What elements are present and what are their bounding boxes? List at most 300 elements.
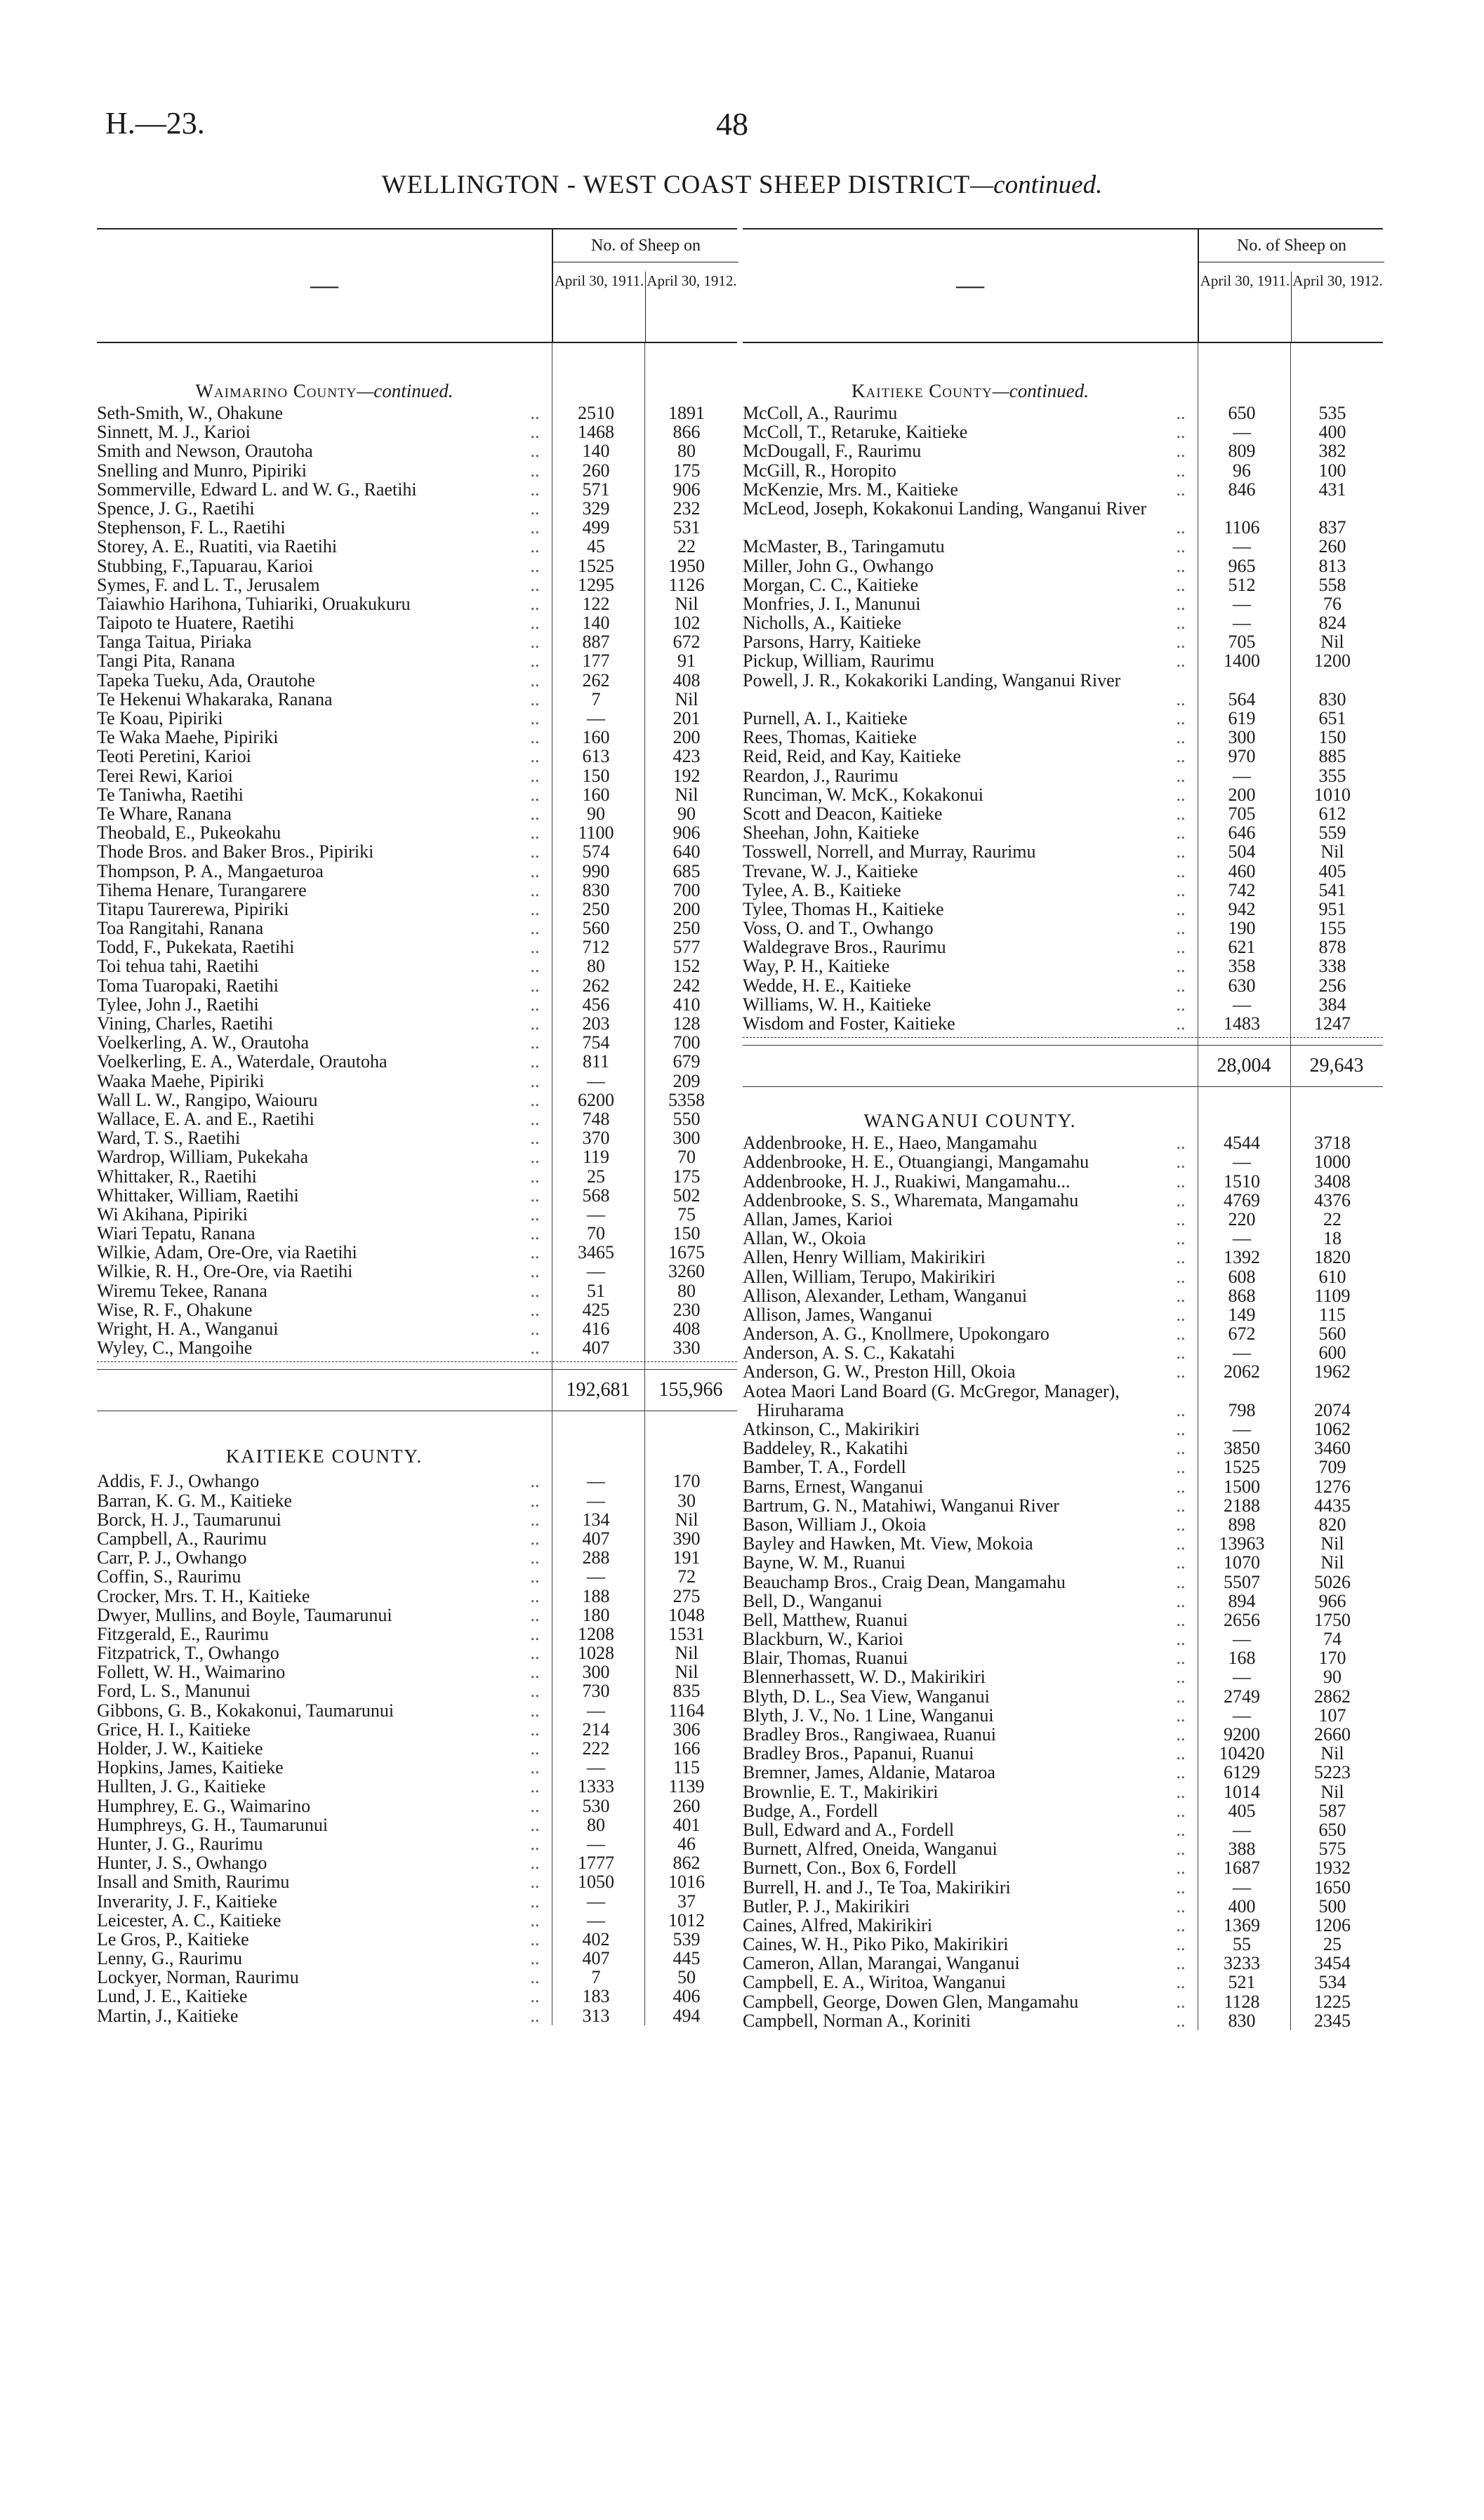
header-year-1911: April 30, 1911. [1199,272,1292,342]
table-row [97,1091,737,1109]
sheep-1912: 1225 [1314,1991,1351,2012]
sheep-1912: 966 [1318,1590,1346,1611]
sheep-1911: 288 [582,1547,610,1568]
owner-name: Wallace, E. A. and E., Raetihi [97,1109,314,1129]
section-total [743,1045,1383,1087]
sheep-1911: 160 [582,727,610,748]
owner-name: Beauchamp Bros., Craig Dean, Mangamahu [743,1572,1066,1592]
table-row [97,1815,737,1834]
leader-dots: .. [1176,975,1186,996]
table-row [743,956,1383,975]
row-list [97,404,737,1357]
sheep-1912: 22 [677,536,696,557]
sheep-1912: 155 [1318,918,1346,939]
sheep-1911: 521 [1228,1972,1256,1993]
leader-dots: .. [530,1338,540,1359]
owner-name: Monfries, J. I., Manunui [743,594,921,614]
left-column-table [97,228,737,2025]
leader-dots: .. [530,1032,540,1053]
sheep-1911: 407 [582,1338,610,1359]
owner-name: Dwyer, Mullins, and Boyle, Taumarunui [97,1605,392,1625]
owner-name: Tangi Pita, Ranana [97,651,235,671]
sheep-1911: 742 [1228,879,1256,900]
sheep-1912: 3718 [1314,1133,1351,1154]
leader-dots: .. [530,1585,540,1606]
sheep-1911: 407 [582,1948,610,1969]
sheep-1912: 837 [1318,517,1346,538]
table-row [97,1758,737,1777]
table-row [97,1262,737,1281]
sheep-1911: 45 [587,536,605,557]
table-row [97,404,737,422]
sheep-1912: 408 [673,1319,701,1339]
header-group [552,229,738,342]
table-row [743,1706,1383,1725]
leader-dots: .. [530,994,540,1015]
sheep-1912: 115 [1318,1304,1346,1325]
leader-dots: .. [530,651,540,672]
owner-name: Toa Rangitahi, Ranana [97,919,264,938]
sheep-1912: 835 [673,1681,701,1702]
sheep-1912: 209 [673,1070,701,1091]
leader-dots: .. [530,1319,540,1339]
sheep-1911: 3850 [1224,1438,1260,1459]
sheep-1911: 1100 [578,822,614,844]
table-row [97,1644,737,1662]
owner-name: Hopkins, James, Kaitieke [97,1758,284,1778]
owner-name: Tylee, John J., Raetihi [97,994,259,1014]
table-row [743,862,1383,881]
owner-name: Anderson, A. G., Knollmere, Upokongaro [743,1324,1049,1344]
owner-name: Reid, Reid, and Kay, Kaitieke [743,747,961,766]
sheep-1912: 1950 [668,555,705,576]
sheep-1912: 30 [677,1490,696,1511]
owner-name: Spence, J. G., Raetihi [97,498,255,519]
leader-dots: .. [530,1967,540,1988]
sheep-1912: 1164 [668,1700,705,1721]
leader-dots: .. [1176,1457,1186,1478]
leader-dots: .. [1176,1208,1186,1229]
owner-name: Bradley Bros., Papanui, Ruanui [743,1744,974,1764]
table-row [743,1611,1383,1629]
sheep-1911: 405 [1228,1800,1256,1821]
table-row [743,1014,1383,1033]
leader-dots: .. [1176,1895,1186,1916]
sheep-1912: 1962 [1314,1361,1351,1382]
owner-name: Carr, P. J., Owhango [97,1548,247,1568]
table-row [743,575,1383,594]
header-year-1912: April 30, 1912. [1292,272,1383,289]
leader-dots: .. [530,669,540,691]
owner-name: Allan, W., Okoia [743,1229,866,1248]
leader-dots: .. [530,574,540,595]
sheep-1912: 587 [1318,1800,1346,1821]
leader-dots: .. [1176,1133,1186,1154]
owner-name: Addis, F. J., Owhango [97,1472,260,1491]
owner-name: Pickup, William, Raurimu [743,651,934,671]
leader-dots: .. [1176,1152,1186,1173]
sheep-1912: 1891 [668,403,705,423]
owner-name: Wedde, H. E., Kaitieke [743,975,911,995]
leader-dots: .. [1176,403,1186,423]
owner-name: Humphrey, E. G., Waimarino [97,1796,311,1815]
sheep-1911: 1295 [578,574,614,595]
table-row [97,881,737,900]
sheep-1911: 183 [582,1986,610,2007]
owner-name: Wise, R. F., Ohakune [97,1300,253,1319]
sheep-1911: 2062 [1224,1361,1260,1382]
sheep-1911: 887 [582,632,610,653]
leader-dots: .. [530,441,540,462]
owner-name: Butler, P. J., Makirikiri [743,1896,910,1916]
owner-name: Crocker, Mrs. T. H., Kaitieke [97,1586,310,1606]
owner-name: Barns, Ernest, Wanganui [743,1476,924,1496]
table-row [97,1662,737,1681]
table-row [743,1172,1383,1191]
sheep-1911: — [1233,1705,1251,1726]
sheep-1912: 531 [673,517,701,538]
sheep-1912: 824 [1318,613,1346,634]
owner-name: Bamber, T. A., Fordell [743,1458,906,1477]
sheep-1911: 1777 [578,1853,614,1874]
leader-dots: .. [530,1928,540,1949]
sheep-1912: 1820 [1314,1247,1351,1268]
table-row [97,842,737,861]
sheep-1912: 80 [677,1280,696,1301]
table-header [97,228,737,343]
owner-name: McGill, R., Horopito [743,460,896,480]
leader-dots: .. [530,727,540,748]
table-row [97,862,737,881]
sheep-1912: 355 [1318,765,1346,786]
table-row [743,1324,1383,1343]
sheep-1911: 942 [1228,898,1256,919]
table-row [743,404,1383,422]
leader-dots: .. [530,1833,540,1854]
leader-dots: .. [530,479,540,500]
sheep-1912: 534 [1318,1972,1346,1993]
sheep-1911: — [587,1833,605,1854]
owner-name: Symes, F. and L. T., Jerusalem [97,575,320,594]
sheep-1911: 1014 [1224,1781,1260,1802]
owner-name: Te Whare, Ranana [97,804,232,824]
table-row [97,1147,737,1166]
owner-name: Titapu Taurerewa, Pipiriki [97,899,289,919]
leader-dots: .. [530,1719,540,1740]
table-row [743,651,1383,670]
leader-dots: .. [1176,1189,1186,1211]
sheep-1912: 18 [1323,1228,1341,1249]
sheep-1911: 329 [582,498,610,519]
sheep-1911: — [1233,422,1251,443]
table-row [743,1210,1383,1229]
sheep-1911: 705 [1228,632,1256,653]
owner-name: McMaster, B., Taringamutu [743,537,945,556]
title-main: WELLINGTON - WEST COAST SHEEP DISTRICT [381,171,971,199]
sheep-1911: 1369 [1224,1914,1260,1935]
table-row [97,709,737,728]
owner-name: Holder, J. W., Kaitieke [97,1739,263,1759]
leader-dots: .. [1176,1266,1186,1287]
table-row [743,1573,1383,1592]
sheep-1911: 630 [1228,975,1256,996]
table-row [97,1777,737,1796]
leader-dots: .. [530,1280,540,1301]
leader-dots: .. [1176,1839,1186,1860]
leader-dots: .. [1176,1629,1186,1650]
owner-name: Te Hekenui Whakaraka, Ranana [97,689,333,709]
sheep-1911: — [587,1261,605,1282]
sheep-1912: 152 [673,956,701,977]
sheep-1911: 613 [582,746,610,767]
table-row [743,919,1383,938]
total-1912: 155,966 [658,1379,723,1401]
leader-dots: .. [1176,1991,1186,2012]
leader-dots: .. [1176,1399,1186,1420]
sheep-1911: 55 [1233,1934,1251,1955]
table-row [743,1782,1383,1801]
header-year-1912: April 30, 1912. [647,272,737,289]
table-row [743,900,1383,919]
sheep-1911: — [1233,1342,1251,1364]
leader-dots: .. [530,1700,540,1721]
sheep-1912: 75 [677,1204,696,1225]
sheep-1912: 1000 [1314,1152,1351,1173]
leader-dots: .. [1176,1953,1186,1974]
sheep-1911: 4769 [1224,1189,1260,1211]
leader-dots: .. [530,613,540,634]
table-row [97,556,737,575]
sheep-1912: 813 [1318,555,1346,576]
sheep-1912: 306 [673,1719,701,1740]
table-row [97,1243,737,1262]
table-row [97,499,737,518]
table-row [97,919,737,938]
sheep-1912: 338 [1318,956,1346,977]
owner-name: Thompson, P. A., Mangaeturoa [97,861,324,881]
leader-dots: .. [1176,956,1186,977]
leader-dots: .. [530,1795,540,1816]
sheep-1912: 2345 [1314,2010,1351,2031]
sheep-1912: 1012 [668,1909,705,1931]
sheep-1911: 6129 [1224,1762,1260,1783]
owner-name: Theobald, E., Pukeokahu [97,823,281,843]
section-title: KAITIEKE COUNTY. [225,1446,423,1467]
owner-name: Trevane, W. J., Kaitieke [743,861,918,881]
sheep-1912: 550 [673,1108,701,1129]
owner-name: Smith and Newson, Orautoha [97,441,313,461]
sheep-1912: 201 [673,708,701,728]
table-row [743,1267,1383,1286]
owner-name: Waldegrave Bros., Raurimu [743,938,946,957]
sheep-1912: 1932 [1314,1858,1351,1879]
sheep-1911: 571 [582,479,610,500]
sheep-1912: 541 [1318,879,1346,900]
sheep-1911: 754 [582,1032,610,1053]
sheep-1912: Nil [675,1643,698,1664]
table-row [97,1510,737,1529]
table-row [97,441,737,460]
table-row [97,1109,737,1128]
sheep-1912: 22 [1323,1208,1341,1229]
sheep-1912: 150 [673,1223,701,1244]
sheep-1911: 460 [1228,860,1256,881]
leader-dots: .. [530,1872,540,1893]
table-row [743,1496,1383,1515]
leader-dots: .. [1176,1858,1186,1879]
leader-dots: .. [530,1509,540,1530]
table-body [97,343,737,2025]
sheep-1911: 970 [1228,746,1256,767]
leader-dots: .. [1176,1419,1186,1440]
table-row [97,1128,737,1147]
table-row [743,441,1383,460]
leader-dots: .. [1176,1934,1186,1955]
sheep-1911: 1525 [1224,1457,1260,1478]
leader-dots: .. [530,1776,540,1797]
table-row [97,1529,737,1548]
owner-name: Tapeka Tueku, Ada, Orautohe [97,670,315,690]
leader-dots: .. [530,688,540,709]
sheep-1912: 906 [673,479,701,500]
table-row [743,1744,1383,1763]
table-row [743,1286,1383,1305]
sheep-1911: 1050 [578,1872,614,1893]
leader-dots: .. [530,1604,540,1625]
owner-name: Way, P. H., Kaitieke [743,956,890,976]
sheep-1911: 621 [1228,937,1256,958]
owner-name: Bremner, James, Aldanie, Mataroa [743,1763,995,1782]
leader-dots: .. [1176,1705,1186,1726]
sheep-1912: 906 [673,822,701,844]
sheep-1912: 74 [1323,1629,1341,1650]
owner-name: Wisdom and Foster, Kaitieke [743,1014,955,1034]
sheep-1911: 650 [1228,403,1256,423]
leader-dots: .. [530,1681,540,1702]
sheep-1912: 1200 [1314,651,1351,672]
total-1912: 29,643 [1309,1055,1364,1077]
sheep-1911: 190 [1228,918,1256,939]
table-row [97,1681,737,1700]
sheep-1912: Nil [675,784,698,805]
row-list [97,1472,737,2025]
sheep-1912: Nil [675,593,698,614]
sheep-1912: 390 [673,1528,701,1549]
owner-name: Hullten, J. G., Kaitieke [97,1777,266,1796]
owner-name: Blyth, J. V., No. 1 Line, Wanganui [743,1705,994,1726]
owner-name: Voelkerling, A. W., Orautoha [97,1033,310,1053]
sheep-1912: 3408 [1314,1171,1351,1192]
table-row [743,613,1383,632]
sheep-1912: 3260 [668,1261,705,1282]
sheep-1911: 400 [1228,1895,1256,1916]
sheep-1911: 160 [582,784,610,805]
sheep-1912: 200 [673,898,701,919]
leader-dots: .. [530,898,540,919]
table-row [743,1248,1383,1267]
section-name: Kaitieke County [852,380,993,401]
sheep-1911: 140 [582,441,610,462]
sheep-1912: 700 [673,1032,701,1053]
owner-name: Tanga Taitua, Piriaka [97,632,252,652]
owner-name: Te Taniwha, Raetihi [97,785,244,804]
sheep-1912: Nil [1320,1781,1344,1802]
owner-name: Bell, Matthew, Ruanui [743,1610,908,1630]
sheep-1912: 1139 [668,1776,705,1797]
sheep-1912: 400 [1318,422,1346,443]
sheep-1912: 672 [673,632,701,653]
owner-name: Blennerhassett, W. D., Makirikiri [743,1667,986,1687]
owner-name: Lund, J. E., Kaitieke [97,1987,248,2006]
sheep-1912: 192 [673,765,701,786]
leader-dots: .. [530,1814,540,1835]
table-row [97,1224,737,1243]
leader-dots: .. [1176,822,1186,844]
sheep-1912: 102 [673,613,701,634]
table-row [97,804,737,823]
owner-name: Inverarity, J. F., Kaitieke [97,1891,277,1911]
table-row [97,728,737,747]
table-row [743,1191,1383,1210]
sheep-1911: 1208 [578,1623,614,1644]
header-year-1911: April 30, 1911. [553,272,646,342]
sheep-1912: 1206 [1314,1914,1351,1935]
owner-name: Blair, Thomas, Ruanui [743,1648,908,1668]
table-row [97,1872,737,1891]
owner-name: Addenbrooke, H. J., Ruakiwi, Mangamahu... [743,1171,1071,1191]
sheep-1911: 262 [582,975,610,996]
table-row [743,671,1383,709]
sheep-1912: 100 [1318,460,1346,481]
sheep-1911: 2749 [1224,1686,1260,1707]
sheep-1912: 275 [673,1585,701,1606]
owner-name: Runciman, W. McK., Kokakonui [743,785,984,804]
sheep-1911: 3465 [578,1242,614,1263]
table-row [97,1567,737,1586]
owner-name: Addenbrooke, S. S., Wharemata, Mangamahu [743,1190,1079,1210]
sheep-1911: 1500 [1224,1476,1260,1497]
sheep-1912: 535 [1318,403,1346,423]
sheep-1912: 866 [673,422,701,443]
sheep-1912: 878 [1318,937,1346,958]
leader-dots: .. [1176,1590,1186,1611]
leader-dots: .. [1176,784,1186,805]
sheep-1911: 119 [582,1147,610,1168]
table-row [743,938,1383,956]
owner-name: Tosswell, Norrell, and Murray, Raurimu [743,842,1036,862]
sheep-1911: 564 [1228,688,1256,709]
sheep-1912: 90 [1323,1667,1341,1688]
owner-name: Allison, James, Wanganui [743,1305,933,1325]
owner-name: Burnett, Alfred, Oneida, Wanganui [743,1839,998,1859]
sheep-1912: 709 [1318,1457,1346,1478]
sheep-1911: 10420 [1219,1743,1265,1764]
owner-name: Campbell, A., Raurimu [97,1528,267,1549]
table-row [743,709,1383,728]
sheep-1911: — [1233,1667,1251,1688]
leader-dots: .. [530,1528,540,1549]
sheep-1912: Nil [675,1662,698,1683]
sheep-1911: 811 [582,1051,610,1072]
right-column-table [743,228,1383,2030]
table-row [97,632,737,651]
owner-name: Sheehan, John, Kaitieke [743,823,920,843]
owner-name: Powell, J. R., Kokakoriki Landing, Wanganui River [743,670,1121,691]
sheep-1911: 7 [591,1967,601,1988]
table-row [743,632,1383,651]
owner-name: Wiremu Tekee, Ranana [97,1281,267,1300]
owner-name: Hunter, J. G., Raurimu [97,1834,263,1854]
